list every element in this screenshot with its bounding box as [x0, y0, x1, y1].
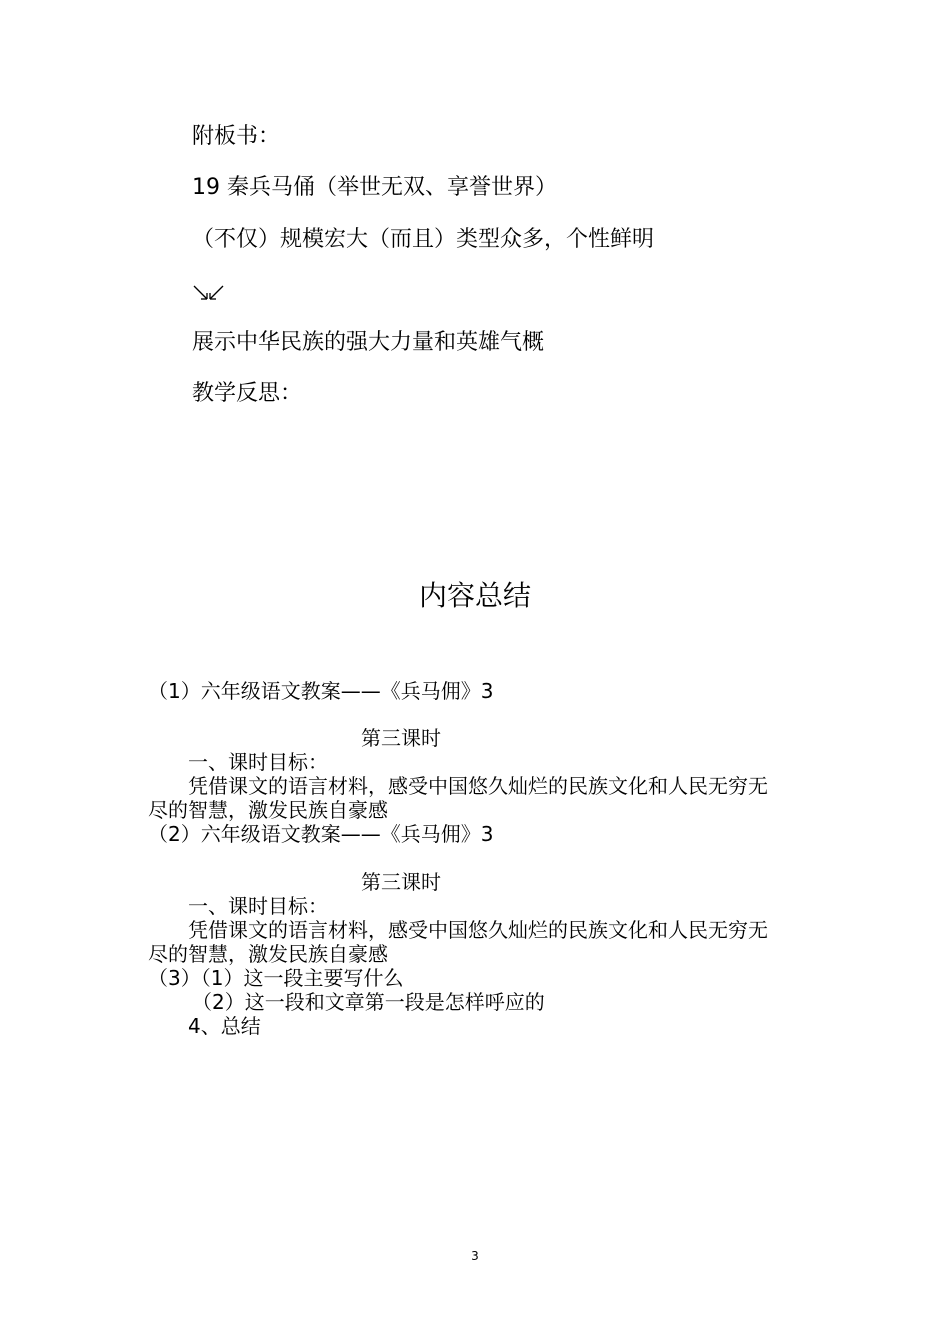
summary-item-1-goal-text-cont: 尽的智慧，激发民族自豪感: [148, 798, 388, 822]
summary-item-1-goal-heading: 一、课时目标：: [188, 750, 328, 774]
converging-arrows-icon: [192, 282, 226, 304]
page-number: 3: [471, 1249, 479, 1263]
summary-item-2-lesson: 第三课时: [361, 870, 441, 894]
board-heading: 附板书：: [192, 124, 281, 149]
summary-item-3-label: （3）（1）这一段主要写什么: [148, 966, 404, 990]
summary-item-2-goal-text-cont: 尽的智慧，激发民族自豪感: [148, 942, 388, 966]
summary-item-2-goal-text: 凭借课文的语言材料，感受中国悠久灿烂的民族文化和人民无穷无: [188, 918, 768, 942]
board-line-features: （不仅）规模宏大（而且）类型众多，个性鲜明: [192, 227, 655, 252]
summary-item-2-goal-heading: 一、课时目标：: [188, 894, 328, 918]
summary-item-3-sub-4: 4、总结: [188, 1014, 261, 1038]
summary-item-1-label: （1）六年级语文教案——《兵马佣》3: [148, 679, 494, 703]
board-line-conclusion: 展示中华民族的强大力量和英雄气概: [192, 330, 545, 355]
summary-item-3-sub-2: （2）这一段和文章第一段是怎样呼应的: [192, 990, 545, 1014]
summary-item-1-lesson: 第三课时: [361, 726, 441, 750]
teaching-reflection-label: 教学反思：: [192, 381, 303, 406]
summary-title: 内容总结: [418, 579, 531, 612]
summary-item-2-label: （2）六年级语文教案——《兵马佣》3: [148, 822, 494, 846]
summary-item-1-goal-text: 凭借课文的语言材料，感受中国悠久灿烂的民族文化和人民无穷无: [188, 774, 768, 798]
board-line-title: 19 秦兵马俑（举世无双、享誉世界）: [192, 175, 557, 200]
